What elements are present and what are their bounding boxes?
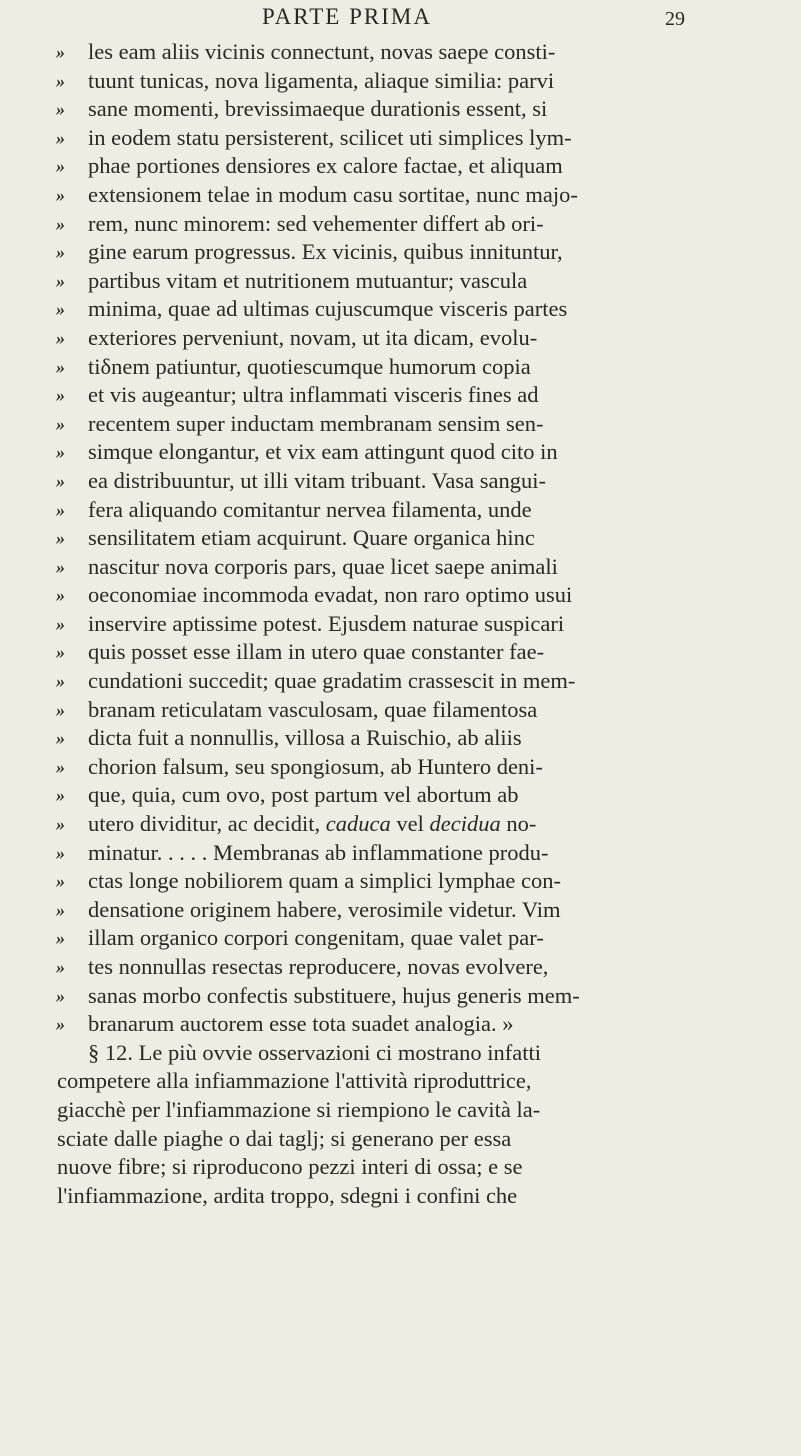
quotation-mark: » xyxy=(56,242,65,263)
text-line xyxy=(0,124,801,153)
line-text: branarum auctorem esse tota suadet analogia. » xyxy=(88,1011,514,1037)
line-text: les eam aliis vicinis connectunt, novas saepe consti- xyxy=(88,39,556,64)
line-text: nuove fibre; si riproducono pezzi interi di ossa; e se xyxy=(57,1154,523,1180)
text-line xyxy=(0,924,801,953)
quotation-mark: » xyxy=(56,871,65,892)
line-text: simque elongantur, et vix eam attingunt quod cito in xyxy=(88,439,558,465)
text-line xyxy=(0,38,801,67)
quotation-mark: » xyxy=(56,42,65,62)
text-line xyxy=(0,238,801,267)
line-text: chorion falsum, seu spongiosum, ab Huntero deni- xyxy=(88,753,543,779)
quotation-mark: » xyxy=(56,327,65,348)
quotation-mark: » xyxy=(56,299,65,320)
quotation-mark: » xyxy=(56,928,65,949)
text-line xyxy=(0,67,801,96)
text-line xyxy=(0,467,801,496)
line-text: competere alla infiammazione l'attività riproduttrice, xyxy=(57,1068,532,1094)
line-text: tuunt tunicas, nova ligamenta, aliaque similia: parvi xyxy=(88,67,555,93)
line-text: partibus vitam et nutritionem mutuantur; vascula xyxy=(88,267,528,293)
text-line xyxy=(0,1153,801,1182)
text-line xyxy=(0,1182,801,1211)
line-text: et vis augeantur; ultra inflammati visceris fines ad xyxy=(88,382,539,408)
text-line xyxy=(0,839,801,868)
line-text: fera aliquando comitantur nervea filamenta, unde xyxy=(88,496,532,522)
text-line xyxy=(0,353,801,382)
quotation-mark: » xyxy=(56,671,65,692)
line-text: cundationi succedit; quae gradatim crassescit in mem- xyxy=(88,668,576,694)
quotation-mark: » xyxy=(56,756,65,777)
text-line xyxy=(0,181,801,210)
line-text: in eodem statu persisterent, scilicet uti simplices lym- xyxy=(88,124,572,150)
quotation-mark: » xyxy=(56,127,65,148)
text-line xyxy=(0,1096,801,1125)
text-line xyxy=(0,638,801,667)
text-line xyxy=(0,524,801,553)
running-head xyxy=(0,4,801,34)
quotation-mark: » xyxy=(56,99,65,120)
quotation-mark: » xyxy=(56,985,65,1006)
text-line xyxy=(0,324,801,353)
text-line xyxy=(0,581,801,610)
line-text: l'infiammazione, ardita troppo, sdegni i confini che xyxy=(57,1182,518,1208)
line-text: que, quia, cum ovo, post partum vel abortum ab xyxy=(88,782,519,808)
quotation-mark: » xyxy=(56,899,65,920)
text-line xyxy=(0,496,801,525)
line-text: gine earum progressus. Ex vicinis, quibus innituntur, xyxy=(88,239,563,265)
quotation-mark: » xyxy=(56,413,65,434)
text-line xyxy=(0,381,801,410)
quotation-mark: » xyxy=(56,699,65,720)
line-text: phae portiones densiores ex calore factae, et aliquam xyxy=(88,153,563,179)
quotation-mark: » xyxy=(56,184,65,205)
line-text: minima, quae ad ultimas cujuscumque visceris partes xyxy=(88,296,568,322)
text-line xyxy=(0,810,801,839)
text-line xyxy=(0,696,801,725)
line-text: illam organico corpori congenitam, quae valet par- xyxy=(88,925,544,951)
text-line xyxy=(0,295,801,324)
quotation-mark: » xyxy=(56,70,65,91)
quotation-mark: » xyxy=(56,785,65,806)
text-line xyxy=(0,95,801,124)
text-line xyxy=(0,867,801,896)
text-line xyxy=(0,781,801,810)
line-text: dicta fuit a nonnullis, villosa a Ruischio, ab aliis xyxy=(88,725,522,751)
text-line xyxy=(0,753,801,782)
line-text: tiδnem patiuntur, quotiescumque humorum copia xyxy=(88,353,531,379)
line-text: branam reticulatam vasculosam, quae filamentosa xyxy=(88,696,538,722)
paragraph-start-line xyxy=(0,1039,801,1068)
line-text: tes nonnullas resectas reproducere, novas evolvere, xyxy=(88,954,549,979)
line-text: giacchè per l'infiammazione si riempiono le cavità la- xyxy=(57,1096,541,1122)
quotation-mark: » xyxy=(56,470,65,491)
quotation-mark: » xyxy=(56,213,65,234)
line-text: recentem super inductam membranam sensim sen- xyxy=(88,410,544,436)
line-text: sane momenti, brevissimaeque durationis essent, si xyxy=(88,96,548,122)
quotation-mark: » xyxy=(56,270,65,291)
italic-word: caduca xyxy=(325,811,391,837)
quotation-mark: » xyxy=(56,728,65,749)
running-head-title: PARTE PRIMA xyxy=(262,4,432,29)
quotation-mark: » xyxy=(56,613,65,634)
quotation-mark: » xyxy=(56,814,65,835)
text-line xyxy=(0,1010,801,1039)
quotation-mark: » xyxy=(56,499,65,520)
quotation-mark: » xyxy=(56,442,65,463)
line-text: quis posset esse illam in utero quae constanter fae- xyxy=(88,639,545,665)
text-line xyxy=(0,152,801,181)
line-text: sciate dalle piaghe o dai taglj; si generano per essa xyxy=(57,1125,512,1151)
line-text: ctas longe nobiliorem quam a simplici lymphae con- xyxy=(88,868,562,894)
quotation-mark: » xyxy=(56,156,65,177)
text-line xyxy=(0,210,801,239)
line-text: nascitur nova corporis pars, quae licet saepe animali xyxy=(88,553,558,579)
line-text: utero dividitur, ac decidit, caduca vel decidua no- xyxy=(88,811,537,837)
line-text: oeconomiae incommoda evadat, non raro optimo usui xyxy=(88,582,573,608)
quotation-mark: » xyxy=(56,642,65,663)
quotation-mark: » xyxy=(56,356,65,377)
text-line xyxy=(0,1067,801,1096)
text-line xyxy=(0,553,801,582)
line-text: ea distribuuntur, ut illi vitam tribuant. Vasa sangui- xyxy=(88,467,546,493)
line-text: exteriores perveniunt, novam, ut ita dicam, evolu- xyxy=(88,324,538,350)
line-text: minatur. . . . . Membranas ab inflammatione produ- xyxy=(88,839,549,865)
text-line xyxy=(0,667,801,696)
text-line xyxy=(0,953,801,982)
text-line xyxy=(0,410,801,439)
page-number: 29 xyxy=(665,8,685,30)
body-text xyxy=(0,38,801,1210)
line-text: § 12. Le più ovvie osservazioni ci mostrano infatti xyxy=(88,1039,542,1065)
text-line xyxy=(0,896,801,925)
line-text: densatione originem habere, verosimile videtur. Vim xyxy=(88,896,561,922)
text-line xyxy=(0,438,801,467)
text-line xyxy=(0,982,801,1011)
line-text: sensilitatem etiam acquirunt. Quare organica hinc xyxy=(88,525,535,551)
quotation-mark: » xyxy=(56,957,65,977)
text-line xyxy=(0,267,801,296)
text-line xyxy=(0,724,801,753)
quotation-mark: » xyxy=(56,842,65,863)
quotation-mark: » xyxy=(56,585,65,606)
line-text: sanas morbo confectis substituere, hujus generis mem- xyxy=(88,982,580,1008)
quotation-mark: » xyxy=(56,528,65,549)
text-line xyxy=(0,610,801,639)
quotation-mark: » xyxy=(56,1014,65,1035)
line-text: extensionem telae in modum casu sortitae, nunc majo- xyxy=(88,181,578,207)
quotation-mark: » xyxy=(56,385,65,406)
quotation-mark: » xyxy=(56,556,65,577)
line-text: rem, nunc minorem: sed vehementer differt ab ori- xyxy=(88,210,544,236)
italic-word: decidua xyxy=(429,811,501,837)
text-line xyxy=(0,1125,801,1154)
line-text: inservire aptissime potest. Ejusdem naturae suspicari xyxy=(88,610,565,636)
